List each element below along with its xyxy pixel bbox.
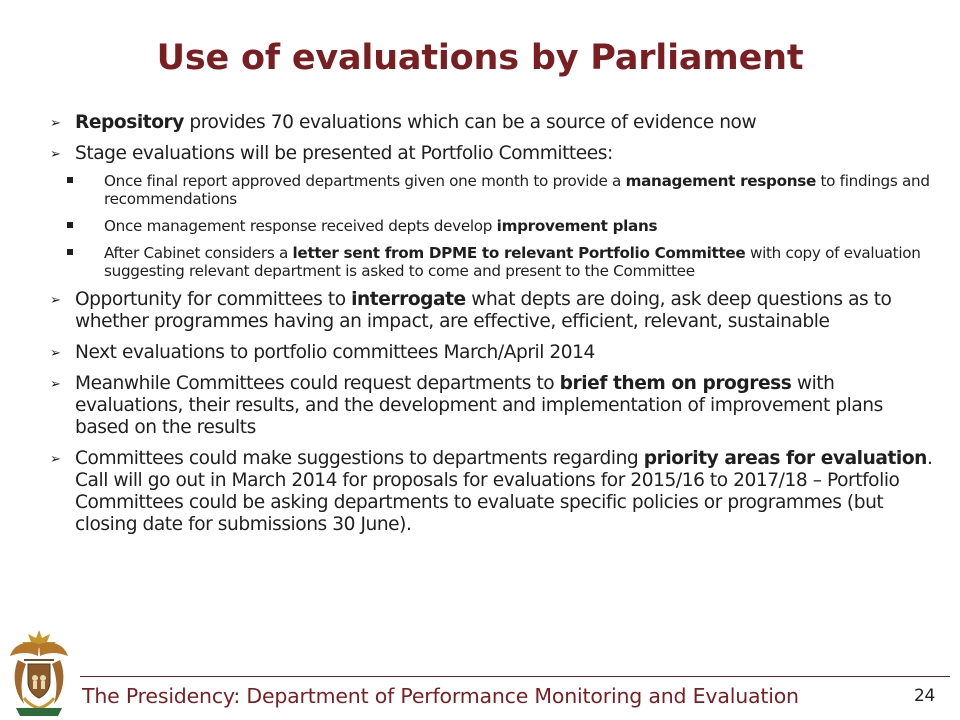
bullet-text: Stage evaluations will be presented at Portfolio Committees: xyxy=(75,143,613,164)
bullet-text: Committees could make suggestions to departments regarding xyxy=(75,448,644,469)
square-bullet-icon xyxy=(67,222,73,228)
bullet-stage-evaluations xyxy=(50,143,940,165)
sub-bullet-management-response xyxy=(67,172,940,208)
bullet-text: Meanwhile Committees could request departments to xyxy=(75,373,560,394)
arrowhead-bullet-icon: ➢ xyxy=(50,293,61,308)
bullet-text: . Call will go out in March 2014 for proposals for evaluations for 2015/16 to 2017/18 – Portfolio Committees could be asking departments to evaluate specific policies or programmes (but closing date for submissions 30 June). xyxy=(75,448,933,535)
sub-bullet-cabinet-letter xyxy=(67,244,940,280)
page-number: 24 xyxy=(914,686,936,706)
arrowhead-bullet-icon: ➢ xyxy=(50,452,61,467)
coat-of-arms-icon xyxy=(4,626,74,720)
arrowhead-bullet-icon: ➢ xyxy=(50,346,61,361)
bullet-text: Opportunity for committees to xyxy=(75,289,352,310)
square-bullet-icon xyxy=(67,249,73,255)
footer-divider xyxy=(80,676,950,677)
bullet-opportunity xyxy=(50,289,940,333)
arrowhead-bullet-icon: ➢ xyxy=(50,377,61,392)
bullet-text: provides 70 evaluations which can be a source of evidence now xyxy=(183,112,757,133)
bullet-text: with evaluations, their results, and the development and implementation of improvement plans based on the results xyxy=(75,373,883,438)
bullet-bold: letter sent from DPME to relevant Portfolio Committee xyxy=(292,244,746,262)
bullet-text: what depts are doing, ask deep questions as to whether programmes having an impact, are effective, efficient, relevant, sustainable xyxy=(75,289,892,332)
bullet-text: Once final report approved departments given one month to provide a xyxy=(104,172,626,190)
sub-bullet-improvement-plans xyxy=(67,217,940,235)
bullet-bold: interrogate xyxy=(351,289,466,310)
bullet-text: After Cabinet considers a xyxy=(104,244,293,262)
bullet-bold: brief them on progress xyxy=(559,373,792,394)
bullet-text: Once management response received depts develop xyxy=(104,217,497,235)
sub-bullet-list xyxy=(50,172,940,280)
bullet-bold: management response xyxy=(625,172,816,190)
bullet-bold: Repository xyxy=(75,112,184,133)
bullet-list xyxy=(50,112,940,545)
arrowhead-bullet-icon: ➢ xyxy=(50,116,61,131)
bullet-next-evaluations xyxy=(50,342,940,364)
bullet-repository xyxy=(50,112,940,134)
slide-title: Use of evaluations by Parliament xyxy=(156,38,804,78)
footer-title: The Presidency: Department of Performance Monitoring and Evaluation xyxy=(82,684,799,708)
bullet-bold: priority areas for evaluation xyxy=(643,448,927,469)
bullet-bold: improvement plans xyxy=(496,217,658,235)
arrowhead-bullet-icon: ➢ xyxy=(50,147,61,162)
bullet-meanwhile xyxy=(50,373,940,439)
bullet-text: Next evaluations to portfolio committees March/April 2014 xyxy=(75,342,595,363)
square-bullet-icon xyxy=(67,177,73,183)
bullet-suggestions xyxy=(50,448,940,536)
bullet-text: to findings and recommendations xyxy=(104,172,930,208)
bullet-text: with copy of evaluation suggesting relevant department is asked to come and present to the Committee xyxy=(104,244,921,280)
